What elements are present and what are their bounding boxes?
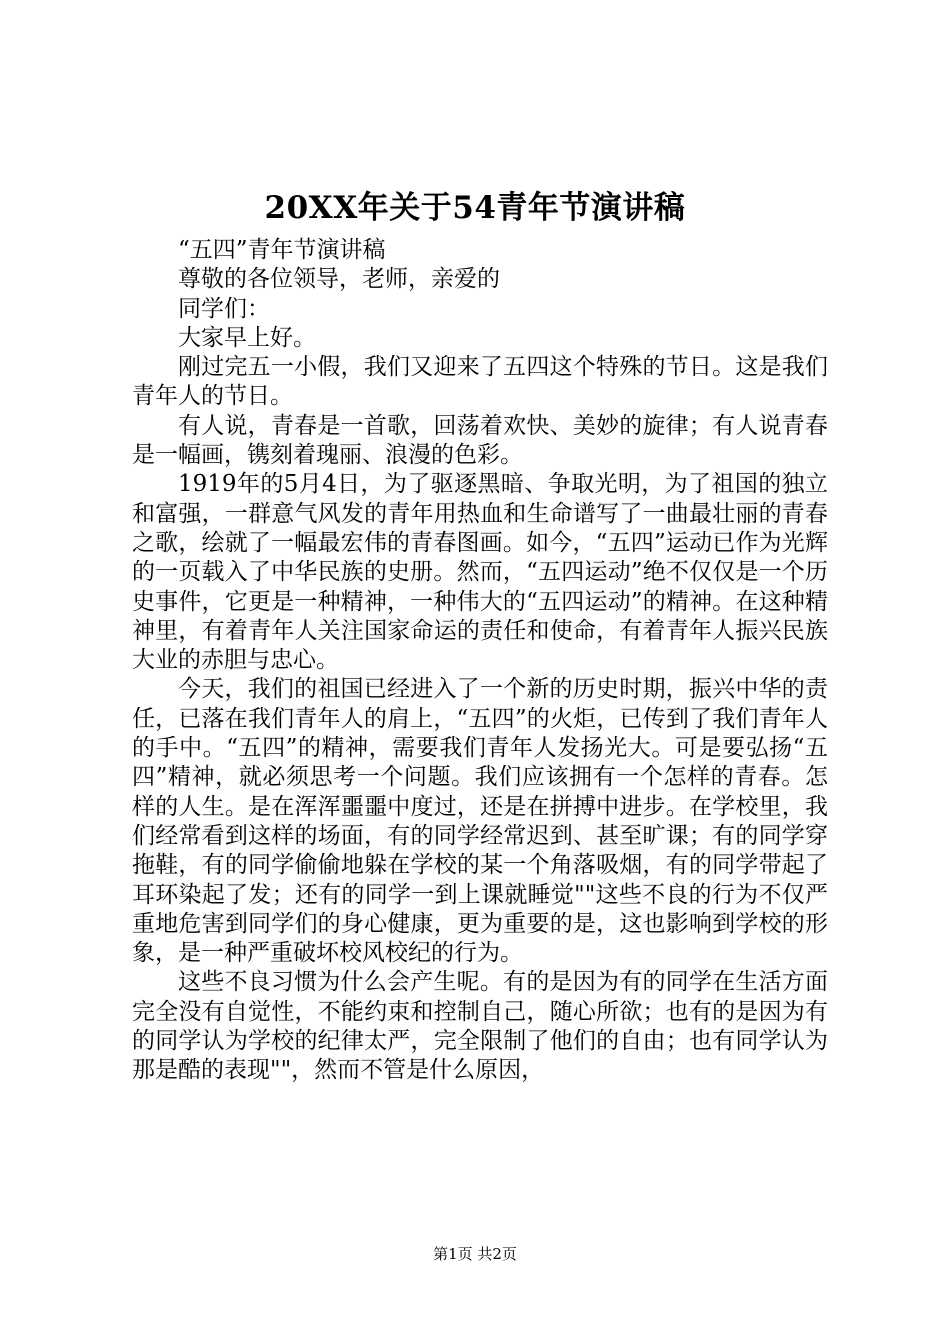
paragraph: 有人说，青春是一首歌，回荡着欢快、美妙的旋律；有人说青春是一幅画，镌刻着瑰丽、浪漫的色彩。 <box>132 412 828 469</box>
paragraph: 今天，我们的祖国已经进入了一个新的历史时期，振兴中华的责任，已落在我们青年人的肩上，“五四”的火炬，已传到了我们青年人的手中。“五四”的精神，需要我们青年人发扬光大。可是要弘扬“五四”精神，就必须思考一个问题。我们应该拥有一个怎样的青春。怎样的人生。是在浑浑噩噩中度过，还是在拼搏中进步。在学校里，我们经常看到这样的场面，有的同学经常迟到、甚至旷课；有的同学穿拖鞋，有的同学偷偷地躲在学校的某一个角落吸烟，有的同学带起了耳环染起了发；还有的同学一到上课就睡觉""这些不良的行为不仅严重地危害到同学们的身心健康，更为重要的是，这也影响到学校的形象，是一种严重破坏校风校纪的行为。 <box>132 676 828 967</box>
paragraph: 同学们： <box>178 295 270 322</box>
paragraph: 刚过完五一小假，我们又迎来了五四这个特殊的节日。这是我们青年人的节日。 <box>132 354 828 410</box>
paragraph: 大家早上好。 <box>178 324 316 351</box>
paragraph: 1919年的5月4日，为了驱逐黑暗、争取光明，为了祖国的独立和富强，一群意气风发的青年用热血和生命谱写了一曲最壮丽的青春之歌，绘就了一幅最宏伟的青春图画。如今，“五四”运动已作为光辉的一页载入了中华民族的史册。然而，“五四运动”绝不仅仅是一个历史事件，它更是一种精神，一种伟大的“五四运动”的精神。在这种精神里，有着青年人关注国家命运的责任和使命，有着青年人振兴民族大业的赤胆与忠心。 <box>132 471 828 674</box>
document-body <box>132 236 828 1086</box>
paragraph: 这些不良习惯为什么会产生呢。有的是因为有的同学在生活方面完全没有自觉性，不能约束和控制自己，随心所欲；也有的是因为有的同学认为学校的纪律太严，完全限制了他们的自由；也有同学认为那是酷的表现""，然而不管是什么原因， <box>132 969 828 1084</box>
paragraph: “五四”青年节演讲稿 <box>178 237 386 263</box>
paragraph: 尊敬的各位领导，老师，亲爱的 <box>178 266 500 293</box>
page-footer: 第1页 共2页 <box>433 1245 517 1263</box>
document-title: 20XX年关于54青年节演讲稿 <box>264 190 686 226</box>
